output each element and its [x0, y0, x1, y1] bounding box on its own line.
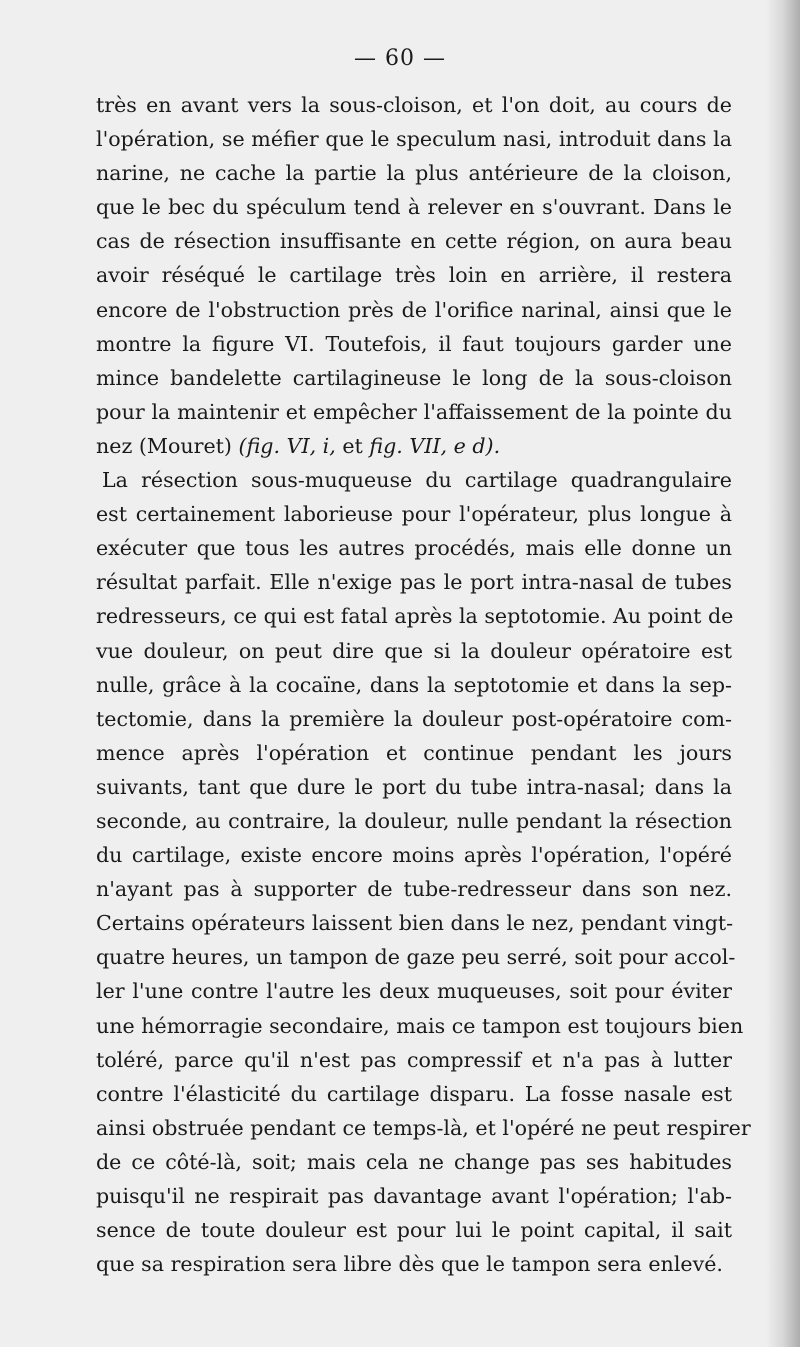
body-text — [96, 88, 751, 1281]
text-line: sence de toute douleur est pour lui le point capital, il sait — [96, 1218, 732, 1243]
text-line: une hémorragie secondaire, mais ce tampon est toujours bien — [96, 1013, 744, 1038]
text-line: ainsi obstruée pendant ce temps-là, et l'opéré ne peut respirer — [96, 1115, 751, 1140]
text-line: redresseurs, ce qui est fatal après la septotomie. Au point de — [96, 604, 734, 629]
conjunction-text: et — [335, 433, 370, 458]
text-line: nulle, grâce à la cocaïne, dans la septotomie et dans la sep- — [96, 672, 732, 697]
text-line: est certainement laborieuse pour l'opérateur, plus longue à — [96, 502, 732, 527]
text-line: toléré, parce qu'il n'est pas compressif et n'a pas à lutter — [96, 1047, 732, 1072]
text-line: mence après l'opération et continue pendant les jours — [96, 740, 732, 765]
text-line: suivants, tant que dure le port du tube intra-nasal; dans la — [96, 774, 732, 799]
paragraph-2 — [96, 463, 751, 1281]
figure-reference: (fig. VI, i, — [238, 433, 336, 458]
text-line: exécuter que tous les autres procédés, mais elle donne un — [96, 536, 732, 561]
text-line: l'opération, se méfier que le speculum nasi, introduit dans la — [96, 127, 732, 152]
text-line: encore de l'obstruction près de l'orifice narinal, ainsi que le — [96, 297, 732, 322]
citation-text: nez (Mouret) — [96, 433, 239, 458]
text-line: narine, ne cache la partie la plus antérieure de la cloison, — [96, 161, 732, 186]
figure-reference: fig. VII, e d). — [369, 433, 501, 458]
text-line: très en avant vers la sous-cloison, et l'on doit, au cours de — [96, 93, 732, 117]
text-line: vue douleur, on peut dire que si la douleur opératoire est — [96, 638, 732, 663]
text-line: du cartilage, existe encore moins après l'opération, l'opéré — [96, 843, 732, 868]
text-line: quatre heures, un tampon de gaze peu serré, soit pour accol- — [96, 945, 736, 970]
text-line: mince bandelette cartilagineuse le long de la sous-cloison — [96, 365, 732, 390]
text-line: n'ayant pas à supporter de tube-redresseur dans son nez. — [96, 877, 732, 902]
text-line: puisqu'il ne respirait pas davantage avant l'opération; l'ab- — [96, 1184, 732, 1208]
page-number: — 60 — — [354, 46, 446, 71]
text-line: La résection sous-muqueuse du cartilage quadrangulaire — [102, 468, 732, 493]
text-line: cas de résection insuffisante en cette région, on aura beau — [96, 229, 732, 254]
text-line: que sa respiration sera libre dès que le tampon sera enlevé. — [96, 1252, 723, 1277]
text-line: seconde, au contraire, la douleur, nulle pendant la résection — [96, 808, 732, 833]
text-line-with-figure-refs — [96, 429, 732, 463]
page-edge-shadow — [766, 0, 800, 1347]
text-line: montre la figure VI. Toutefois, il faut toujours garder une — [96, 331, 732, 356]
text-line: pour la maintenir et empêcher l'affaissement de la pointe du — [96, 399, 732, 424]
text-line: que le bec du spéculum tend à relever en s'ouvrant. Dans le — [96, 195, 732, 220]
text-line: Certains opérateurs laissent bien dans le nez, pendant vingt- — [96, 911, 734, 936]
text-line: contre l'élasticité du cartilage disparu. La fosse nasale est — [96, 1081, 732, 1106]
text-line: avoir réséqué le cartilage très loin en arrière, il restera — [96, 263, 732, 288]
paragraph-1 — [96, 88, 732, 463]
text-line: tectomie, dans la première la douleur post-opératoire com- — [96, 706, 732, 731]
text-line: résultat parfait. Elle n'exige pas le port intra-nasal de tubes — [96, 570, 732, 595]
text-line: ler l'une contre l'autre les deux muqueuses, soit pour éviter — [96, 979, 732, 1004]
text-line: de ce côté-là, soit; mais cela ne change pas ses habitudes — [96, 1149, 732, 1174]
